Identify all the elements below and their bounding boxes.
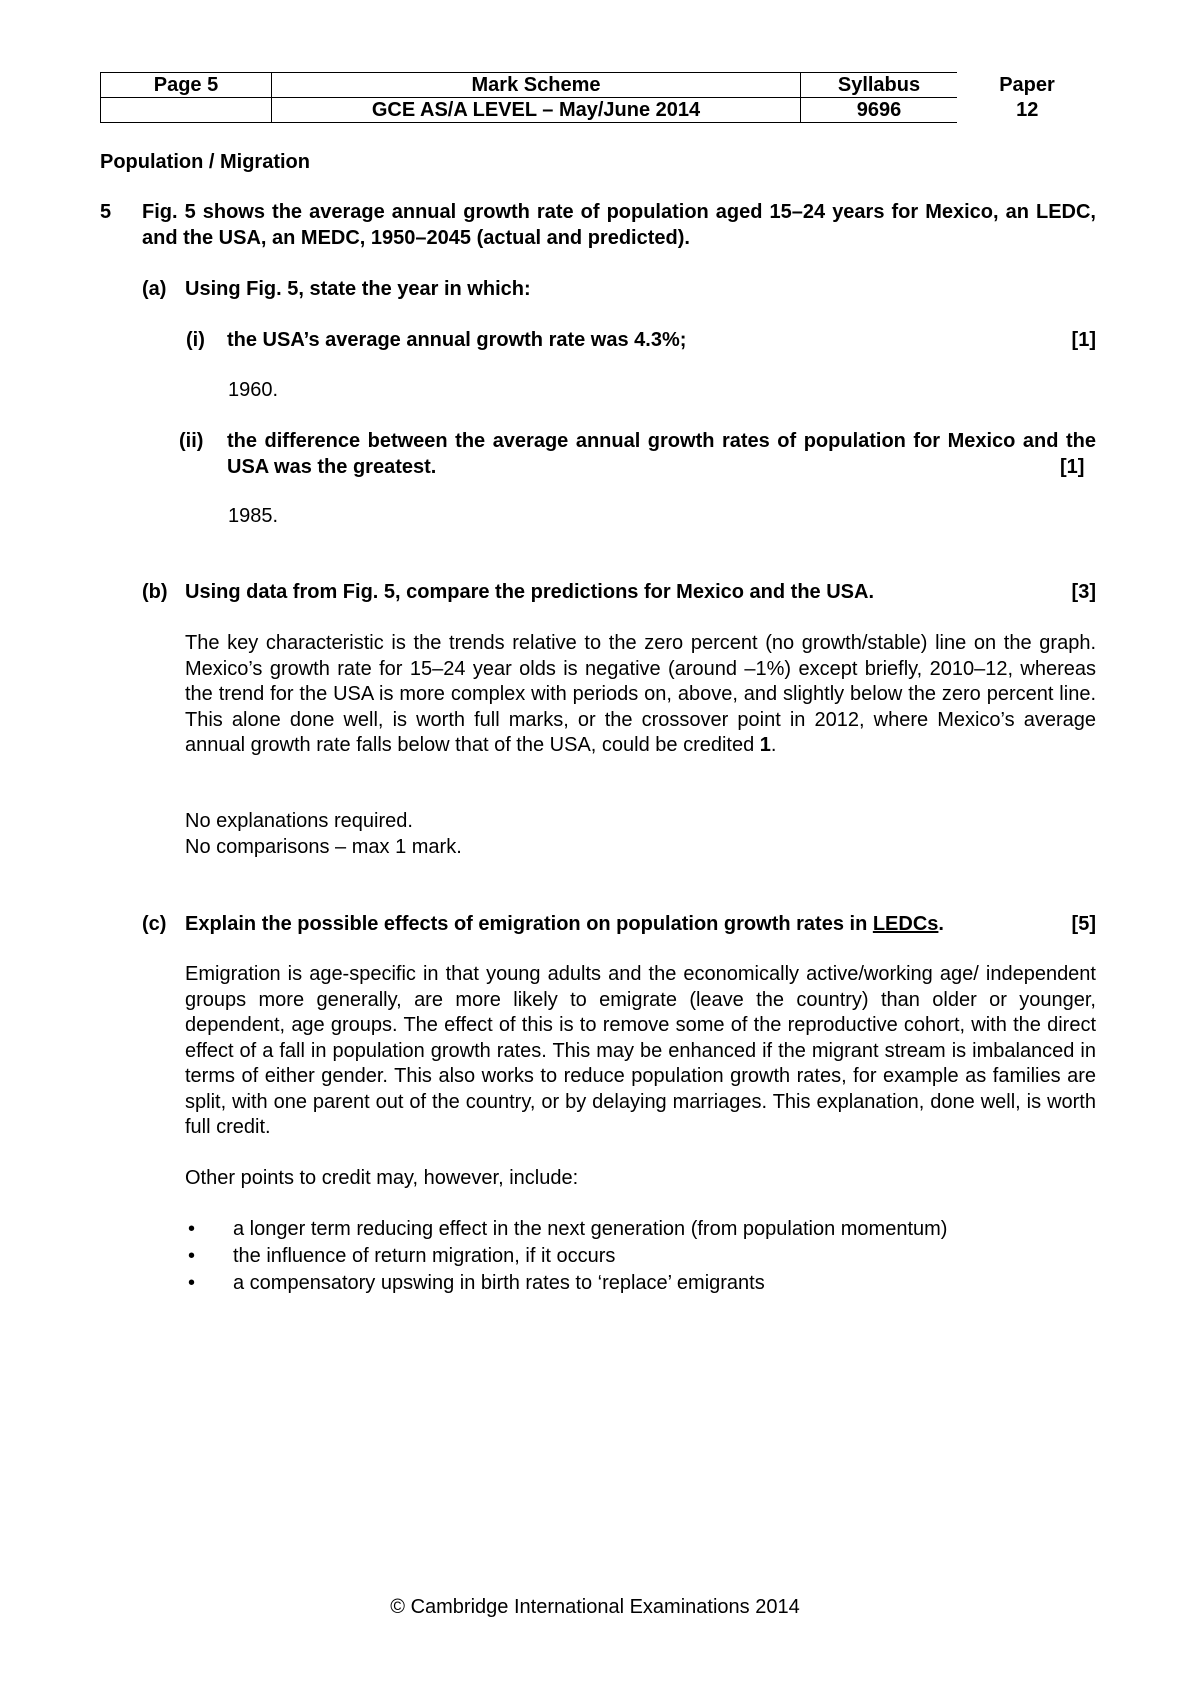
part-a-ii-label: (ii) <box>179 430 204 452</box>
paper-label: Paper <box>999 74 1055 96</box>
bullet-text: the influence of return migration, if it occurs <box>233 1245 616 1267</box>
bullet-icon: • <box>188 1218 196 1240</box>
part-c-marks: [5] <box>1071 913 1096 935</box>
part-c-row <box>185 912 1096 938</box>
part-b-text: Using data from Fig. 5, compare the predictions for Mexico and the USA. <box>185 581 874 603</box>
header-table <box>100 72 1098 123</box>
bullet-icon: • <box>188 1272 196 1294</box>
exam-title: GCE AS/A LEVEL – May/June 2014 <box>272 98 801 123</box>
part-b-answer <box>185 631 1096 759</box>
part-c-text: Explain the possible effects of emigration on population growth rates in <box>185 913 873 935</box>
part-a-i-answer: 1960. <box>228 379 279 401</box>
list-item <box>185 1216 1096 1243</box>
section-title: Population / Migration <box>100 151 310 173</box>
part-b-note-1: No explanations required. <box>185 810 413 832</box>
bullet-icon: • <box>188 1245 196 1267</box>
bullet-text: a longer term reducing effect in the next generation (from population momentum) <box>233 1218 948 1240</box>
part-a-text: Using Fig. 5, state the year in which: <box>185 278 531 300</box>
syllabus-label: Syllabus <box>801 73 958 98</box>
bullet-text: a compensatory upswing in birth rates to ‘replace’ emigrants <box>233 1272 765 1294</box>
question-stem: Fig. 5 shows the average annual growth rate of population aged 15–24 years for Mexico, an LEDC, and the USA, an MEDC, 1950–2045 (actual and predicted). <box>142 201 1096 249</box>
part-c-text-underlined: LEDCs <box>872 913 939 935</box>
part-c-other-intro: Other points to credit may, however, include: <box>185 1167 579 1189</box>
list-item <box>185 1243 1096 1270</box>
part-b-note-2: No comparisons – max 1 mark. <box>185 836 462 858</box>
part-b-row <box>185 580 1096 606</box>
part-a-label: (a) <box>142 278 167 300</box>
part-b-answer-text: The key characteristic is the trends relative to the zero percent (no growth/stable) line on the graph. Mexico’s growth rate for 15–24 year olds is negative (around –1%) except briefly, 2010–12, whereas the trend for the USA is more complex with periods on, above, and slightly below the zero percent line. This alone done well, is worth full marks, or the crossover point in 2012, where Mexico’s average annual growth rate falls below that of the USA, could be credited <box>185 632 1096 756</box>
copyright-footer: © Cambridge International Examinations 2014 <box>390 1596 800 1618</box>
part-a-ii-text: the difference between the average annual growth rates of population for Mexico and the USA was the greatest. <box>227 430 1096 478</box>
part-c-text-end: . <box>938 913 944 935</box>
part-a-i-text: the USA’s average annual growth rate was 4.3%; <box>227 329 687 351</box>
part-a-i-row <box>227 328 1096 354</box>
mark-scheme-label: Mark Scheme <box>272 73 801 98</box>
page-number: Page 5 <box>101 73 272 98</box>
part-a-i-marks: [1] <box>1071 329 1096 351</box>
part-b-marks: [3] <box>1071 581 1096 603</box>
syllabus-code: 9696 <box>801 98 958 123</box>
part-b-answer-end: . <box>770 734 777 756</box>
list-item <box>185 1270 1096 1297</box>
part-a-i-label: (i) <box>186 329 205 351</box>
paper-number: 12 <box>1016 99 1039 121</box>
header-empty-cell <box>101 98 272 123</box>
part-a-ii-answer: 1985. <box>228 505 279 527</box>
part-a-ii-marks: [1] <box>1060 456 1085 478</box>
part-c-answer: Emigration is age-specific in that young adults and the economically active/working age/ independent groups more generally, are more likely to emigrate (leave the country) than older or younger, dependent, age groups. The effect of this is to remove some of the reproductive cohort, with the direct effect of a fall in population growth rates. This may be enhanced if the migrant stream is imbalanced in terms of either gender. This also works to reduce population growth rates, for example as families are split, with one parent out of the country, or by delaying marriages. This explanation, done well, is worth full credit. <box>185 963 1096 1138</box>
part-c-bullet-list <box>185 1216 1096 1297</box>
part-b-answer-credit: 1 <box>759 734 771 756</box>
question-number: 5 <box>100 201 112 223</box>
part-b-label: (b) <box>142 581 168 603</box>
part-c-label: (c) <box>142 913 167 935</box>
